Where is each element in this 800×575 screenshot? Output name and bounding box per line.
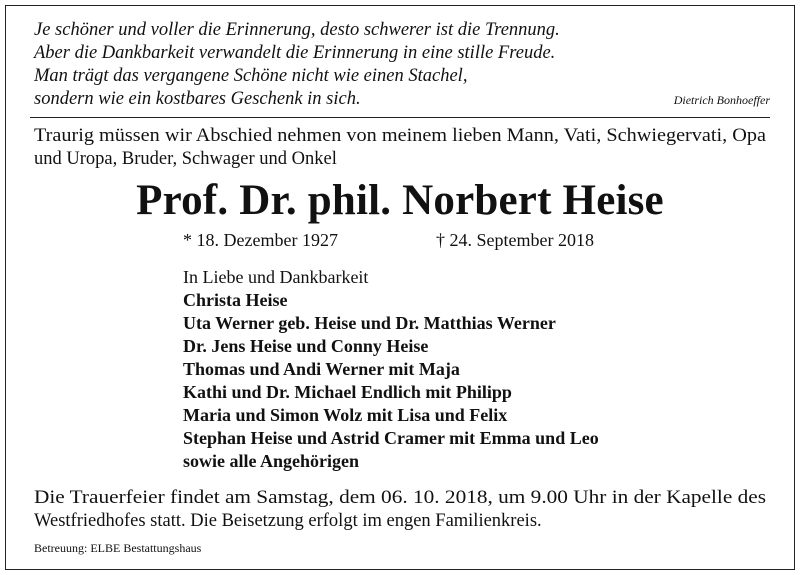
quote-author: Dietrich Bonhoeffer [673,93,770,107]
family-name: Stephan Heise und Astrid Cramer mit Emma und Leo [183,428,599,448]
deceased-name: Prof. Dr. phil. Norbert Heise [136,177,664,224]
closing-line-2: Westfriedhofes statt. Die Beisetzung erfolgt im engen Familienkreis. [34,511,542,531]
intro-line-2: und Uropa, Bruder, Schwager und Onkel [34,149,337,169]
birth-date: * 18. Dezember 1927 [183,230,338,250]
family-name: sowie alle Angehörigen [183,451,359,471]
intro-line-1: Traurig müssen wir Abschied nehmen von meinem lieben Mann, Vati, Schwiegervati, Opa [34,126,766,146]
family-name: Christa Heise [183,290,288,310]
family-intro: In Liebe und Dankbarkeit [183,267,369,287]
family-name: Dr. Jens Heise und Conny Heise [183,336,429,356]
family-name: Kathi und Dr. Michael Endlich mit Philipp [183,382,512,402]
quote-line-1: Je schöner und voller die Erinnerung, desto schwerer ist die Trennung. [34,20,560,40]
footer-credit: Betreuung: ELBE Bestattungshaus [34,541,202,555]
quote-line-4: sondern wie ein kostbares Geschenk in sich. [34,89,361,109]
divider-rule [30,117,770,118]
closing-line-1: Die Trauerfeier findet am Samstag, dem 06. 10. 2018, um 9.00 Uhr in der Kapelle des [34,488,766,508]
death-date: † 24. September 2018 [436,230,594,250]
quote-line-2: Aber die Dankbarkeit verwandelt die Erinnerung in eine stille Freude. [34,43,556,63]
family-name: Thomas und Andi Werner mit Maja [183,359,460,379]
quote-line-3: Man trägt das vergangene Schöne nicht wie einen Stachel, [34,66,468,86]
family-name: Maria und Simon Wolz mit Lisa und Felix [183,405,508,425]
family-name: Uta Werner geb. Heise und Dr. Matthias Werner [183,313,556,333]
